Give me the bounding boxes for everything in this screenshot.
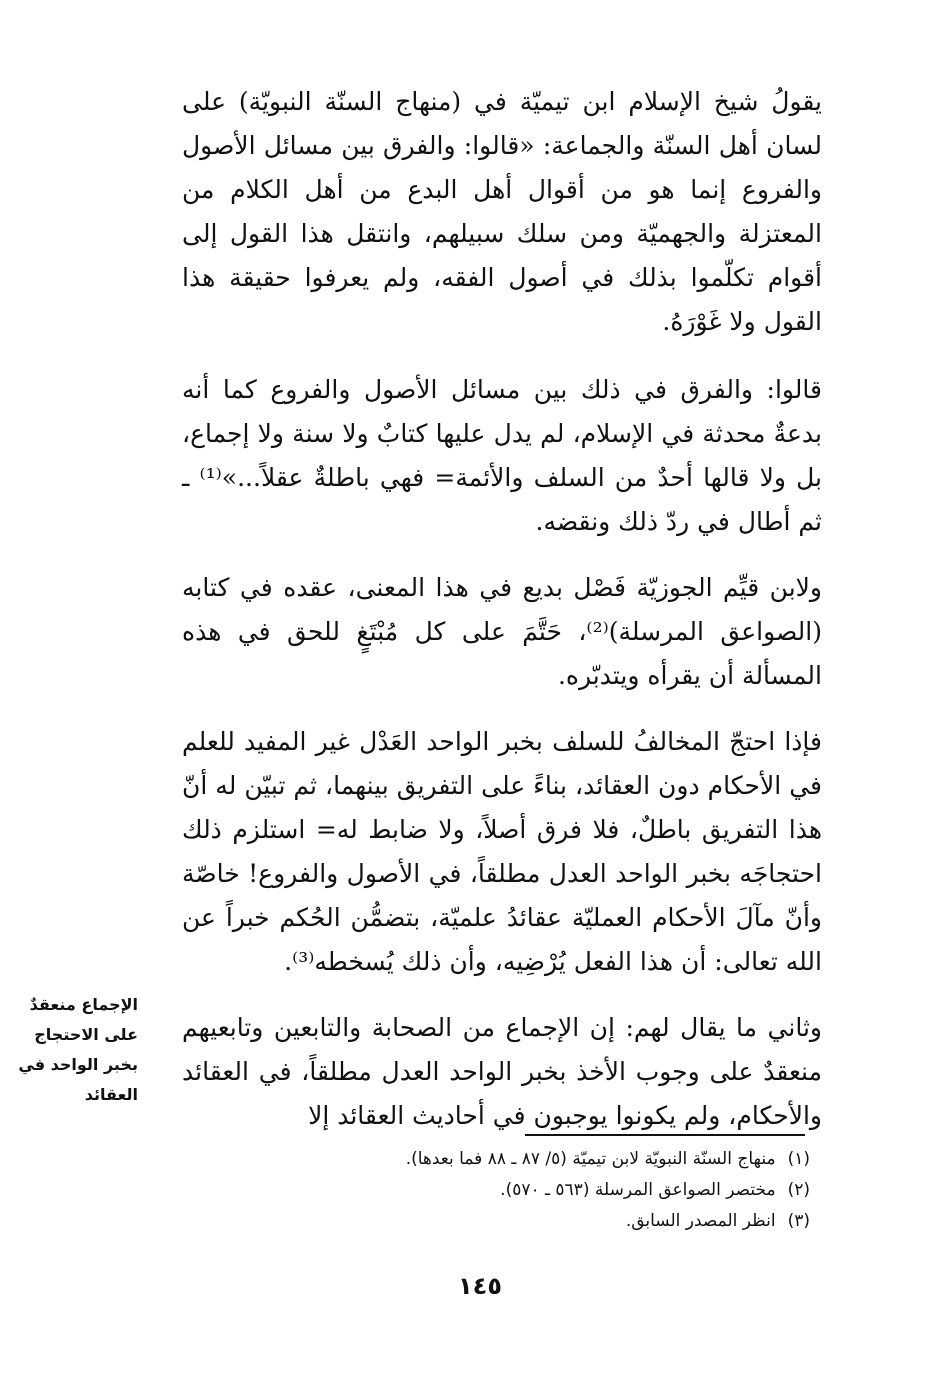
footnote-text: منهاج السنّة النبويّة لابن تيميّة (٥/ ٨٧ ـ ٨٨ فما بعدها). xyxy=(405,1149,776,1169)
paragraph-3: ولابن قيِّم الجوزيّة فَصْل بديع في هذا المعنى، عقده في كتابه (الصواعق المرسلة)⁽²⁾، حَتَّمَ على كل مُبْتَغٍ للحق في هذه المسألة أن يقرأه ويتدبّره. xyxy=(182,573,822,690)
footnote-number: (١) xyxy=(787,1149,810,1169)
paragraph-2: قالوا: والفرق في ذلك بين مسائل الأصول والفروع كما أنه بدعةٌ محدثة في الإسلام، لم يدل عليها كتابٌ ولا سنة ولا إجماع، بل ولا قالها أحدٌ من السلف والأئمة= فهي باطلةٌ عقلاً...»⁽¹⁾ ـ ثم أطال في ردّ ذلك ونقضه. xyxy=(182,375,822,536)
footnote-1 xyxy=(300,1144,810,1175)
footnote-3 xyxy=(300,1206,810,1237)
paragraph-4: فإذا احتجّ المخالفُ للسلف بخبر الواحد العَدْل غير المفيد للعلم في الأحكام دون العقائد، بناءً على التفريق بينهما، ثم تبيّن له أنّ هذا التفريق باطلٌ، فلا فرق أصلاً، ولا ضابط له= استلزم ذلك احتجاجَه بخبر الواحد العدل مطلقاً، في الأصول والفروع! خاصّة وأنّ مآلَ الأحكام العمليّة عقائدُ علميّة، بتضمُّن الحُكم خبراً عن الله تعالى: أن هذا الفعل يُرْضِيه، وأن ذلك يُسخطه⁽³⁾. xyxy=(182,727,822,976)
main-text xyxy=(182,80,822,1160)
footnotes xyxy=(300,1144,810,1237)
footnote-number: (٢) xyxy=(787,1180,810,1200)
paragraph-5: وثاني ما يقال لهم: إن الإجماع من الصحابة والتابعين وتابعيهم منعقدٌ على وجوب الأخذ بخبر الواحد العدل مطلقاً، في العقائد والأحكام، ولم يكونوا يوجبون في أحاديث العقائد إلا xyxy=(182,1013,822,1130)
footnote-text: مختصر الصواعق المرسلة (٥٦٣ ـ ٥٧٠). xyxy=(500,1180,776,1200)
page-number: ١٤٥ xyxy=(458,1272,502,1300)
margin-note: الإجماع منعقدٌ على الاحتجاج بخبر الواحد في العقائد xyxy=(18,995,138,1104)
footnote-divider xyxy=(525,1134,805,1136)
paragraph-1: يقولُ شيخ الإسلام ابن تيميّة في (منهاج السنّة النبويّة) على لسان أهل السنّة والجماعة: «قالوا: والفرق بين مسائل الأصول والفروع إنما هو من أقوال أهل البدع من أهل الكلام من المعتزلة والجهميّة ومن سلك سبيلهم، وانتقل هذا القول إلى أقوام تكلّموا بذلك في أصول الفقه، ولم يعرفوا حقيقة هذا القول ولا غَوْرَهُ. xyxy=(182,87,822,336)
footnote-number: (٣) xyxy=(787,1211,810,1231)
footnote-2 xyxy=(300,1175,810,1206)
footnote-text: انظر المصدر السابق. xyxy=(625,1211,776,1231)
